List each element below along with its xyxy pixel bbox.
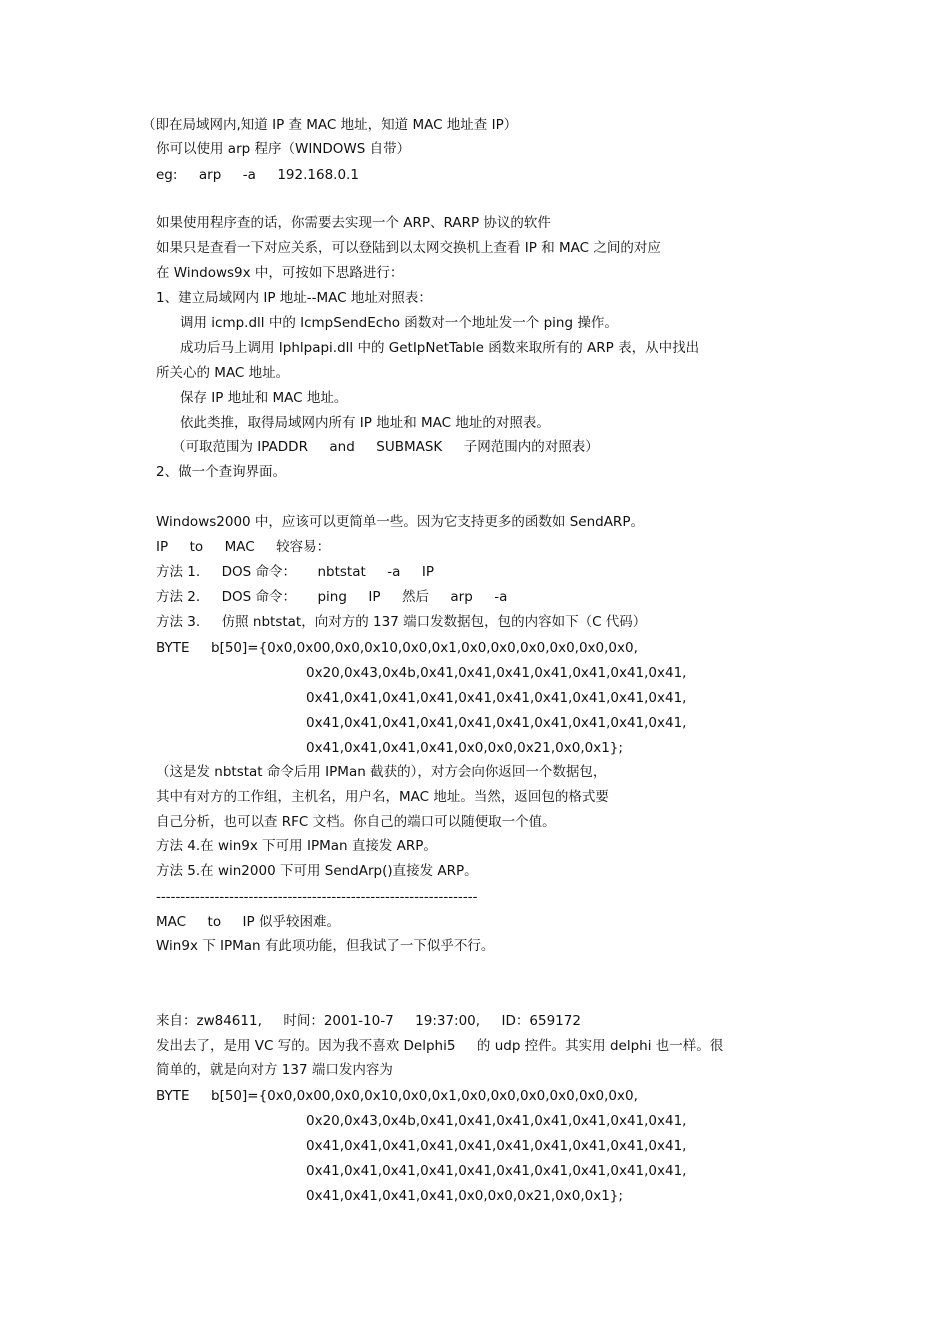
document-line: 方法 2. DOS 命令： ping IP 然后 arp -a — [156, 589, 508, 605]
document-line: Win9x 下 IPMan 有此项功能，但我试了一下似乎不行。 — [156, 938, 495, 954]
document-line: 如果只是查看一下对应关系，可以登陆到以太网交换机上查看 IP 和 MAC 之间的对应 — [156, 240, 661, 256]
document-line: （可取范围为 IPADDR and SUBMASK 子网范围内的对照表） — [172, 439, 599, 455]
document-line: BYTE b[50]={0x0,0x00,0x0,0x10,0x0,0x1,0x0,0x0,0x0,0x0,0x0,0x0, — [156, 1088, 638, 1104]
document-line: 你可以使用 arp 程序（WINDOWS 自带） — [156, 141, 411, 157]
document-line: 0x41,0x41,0x41,0x41,0x0,0x0,0x21,0x0,0x1}; — [306, 740, 623, 756]
document-line: 1、建立局域网内 IP 地址--MAC 地址对照表： — [156, 290, 432, 306]
document-line: （即在局域网内,知道 IP 查 MAC 地址，知道 MAC 地址查 IP） — [142, 117, 518, 133]
document-line: 方法 3. 仿照 nbtstat，向对方的 137 端口发数据包，包的内容如下（C 代码） — [156, 614, 647, 630]
document-line: 发出去了，是用 VC 写的。因为我不喜欢 Delphi5 的 udp 控件。其实用 delphi 也一样。很 — [156, 1038, 724, 1054]
document-line: 简单的，就是向对方 137 端口发内容为 — [156, 1062, 393, 1078]
document-line: 方法 4.在 win9x 下可用 IPMan 直接发 ARP。 — [156, 838, 437, 854]
document-line: 调用 icmp.dll 中的 IcmpSendEcho 函数对一个地址发一个 ping 操作。 — [180, 315, 618, 331]
document-line: 自己分析，也可以查 RFC 文档。你自己的端口可以随便取一个值。 — [156, 814, 556, 830]
document-line: 依此类推，取得局域网内所有 IP 地址和 MAC 地址的对照表。 — [180, 415, 550, 431]
document-line: 0x41,0x41,0x41,0x41,0x41,0x41,0x41,0x41,0x41,0x41, — [306, 715, 687, 731]
document-line: 0x41,0x41,0x41,0x41,0x41,0x41,0x41,0x41,0x41,0x41, — [306, 690, 687, 706]
document-line: （这是发 nbtstat 命令后用 IPMan 截获的），对方会向你返回一个数据包， — [156, 764, 607, 780]
document-line: MAC to IP 似乎较困难。 — [156, 914, 340, 930]
document-line: 方法 5.在 win2000 下可用 SendArp()直接发 ARP。 — [156, 863, 478, 879]
document-line: 保存 IP 地址和 MAC 地址。 — [180, 390, 348, 406]
document-line: ------------------------------------------------------------------ — [156, 889, 478, 905]
document-line: IP to MAC 较容易： — [156, 539, 331, 555]
document-line: 来自：zw84611, 时间：2001-10-7 19:37:00, ID：659172 — [156, 1013, 581, 1029]
document-line: 0x20,0x43,0x4b,0x41,0x41,0x41,0x41,0x41,0x41,0x41, — [306, 665, 687, 681]
document-line: 如果使用程序查的话，你需要去实现一个 ARP、RARP 协议的软件 — [156, 215, 551, 231]
document-line: 2、做一个查询界面。 — [156, 464, 287, 480]
document-line: 0x41,0x41,0x41,0x41,0x41,0x41,0x41,0x41,0x41,0x41, — [306, 1138, 687, 1154]
document-line: 所关心的 MAC 地址。 — [156, 365, 290, 381]
document-line: 其中有对方的工作组，主机名，用户名，MAC 地址。当然，返回包的格式要 — [156, 789, 609, 805]
document-line: 在 Windows9x 中，可按如下思路进行： — [156, 265, 404, 281]
document-line: 0x41,0x41,0x41,0x41,0x0,0x0,0x21,0x0,0x1}; — [306, 1188, 623, 1204]
document-line: 0x20,0x43,0x4b,0x41,0x41,0x41,0x41,0x41,0x41,0x41, — [306, 1113, 687, 1129]
document-line: 方法 1. DOS 命令： nbtstat -a IP — [156, 564, 434, 580]
document-line: eg: arp -a 192.168.0.1 — [156, 167, 359, 183]
document-line: BYTE b[50]={0x0,0x00,0x0,0x10,0x0,0x1,0x0,0x0,0x0,0x0,0x0,0x0, — [156, 640, 638, 656]
document-line: 0x41,0x41,0x41,0x41,0x41,0x41,0x41,0x41,0x41,0x41, — [306, 1163, 687, 1179]
document-line: Windows2000 中，应该可以更简单一些。因为它支持更多的函数如 SendARP。 — [156, 514, 644, 530]
document-line: 成功后马上调用 Iphlpapi.dll 中的 GetIpNetTable 函数来取所有的 ARP 表，从中找出 — [180, 340, 700, 356]
